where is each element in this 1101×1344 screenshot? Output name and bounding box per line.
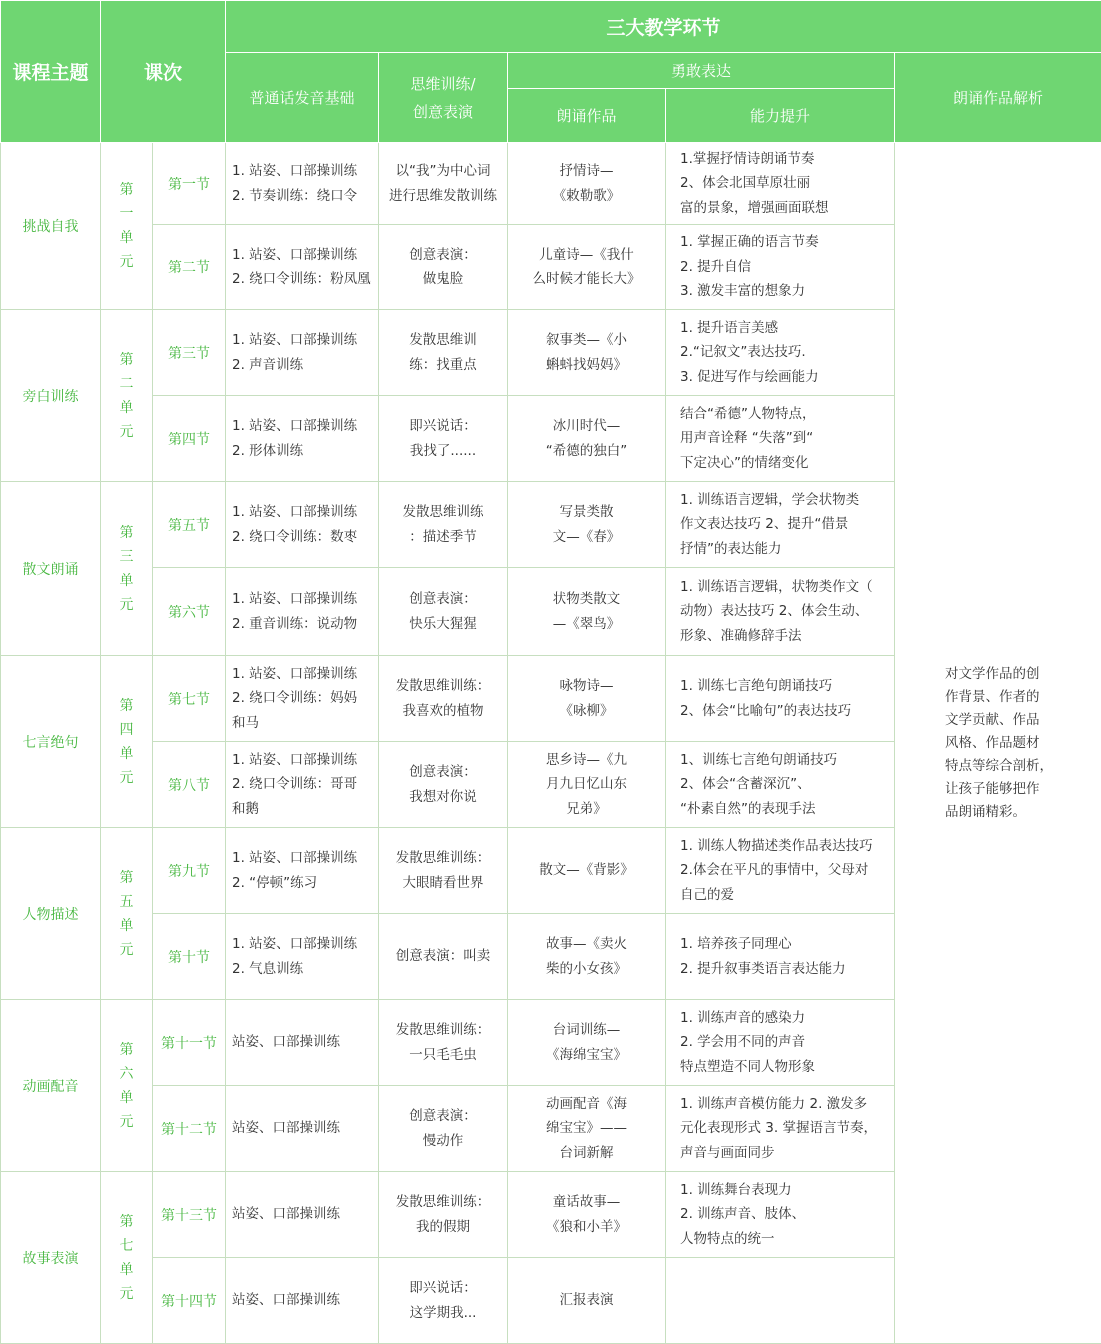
lesson-name: 第四节: [153, 396, 226, 482]
basic-training: 1. 站姿、口部操训练 2. 绕口令训练：数枣: [226, 482, 379, 568]
recitation-work: 故事—《卖火 柴的小女孩》: [508, 914, 666, 1000]
header-lesson: 课次: [101, 1, 226, 143]
basic-training: 1. 站姿、口部操训练 2. 声音训练: [226, 310, 379, 396]
lesson-name: 第三节: [153, 310, 226, 396]
thinking-training: 以“我”为中心词 进行思维发散训练: [379, 143, 508, 225]
header-works: 朗诵作品: [508, 89, 666, 143]
recitation-work: 汇报表演: [508, 1258, 666, 1344]
lesson-name: 第十四节: [153, 1258, 226, 1344]
lesson-name: 第九节: [153, 828, 226, 914]
recitation-work: 动画配音《海 绵宝宝》—— 台词新解: [508, 1086, 666, 1172]
thinking-training: 发散思维训练： 大眼睛看世界: [379, 828, 508, 914]
recitation-work: 儿童诗—《我什 么时候才能长大》: [508, 225, 666, 310]
ability-improvement: 1. 训练人物描述类作品表达技巧 2.体会在平凡的事情中，父母对 自己的爱: [666, 828, 895, 914]
ability-improvement: 1. 掌握正确的语言节奏 2. 提升自信 3. 激发丰富的想象力: [666, 225, 895, 310]
lesson-name: 第二节: [153, 225, 226, 310]
table-header: [1, 1, 1101, 143]
thinking-training: 即兴说话： 我找了......: [379, 396, 508, 482]
ability-improvement: 1. 提升语言美感 2.“记叙文”表达技巧. 3. 促进写作与绘画能力: [666, 310, 895, 396]
course-theme: 故事表演: [1, 1172, 101, 1344]
basic-training: 1. 站姿、口部操训练 2. 绕口令训练：哥哥 和鹅: [226, 742, 379, 828]
header-basic: 普通话发音基础: [226, 53, 379, 143]
unit-label: 第 三 单 元: [101, 482, 153, 656]
basic-training: 站姿、口部操训练: [226, 1258, 379, 1344]
lesson-name: 第十三节: [153, 1172, 226, 1258]
ability-improvement: 1、训练七言绝句朗诵技巧 2、体会“含蓄深沉”、 “朴素自然”的表现手法: [666, 742, 895, 828]
lesson-name: 第十一节: [153, 1000, 226, 1086]
ability-improvement: 结合“希德”人物特点， 用声音诠释 “失落”到“ 下定决心”的情绪变化: [666, 396, 895, 482]
header-thinking: 思维训练/ 创意表演: [379, 53, 508, 143]
lesson-name: 第五节: [153, 482, 226, 568]
course-theme: 旁白训练: [1, 310, 101, 482]
course-theme: 人物描述: [1, 828, 101, 1000]
thinking-training: 发散思维训练 ：描述季节: [379, 482, 508, 568]
ability-improvement: 1.掌握抒情诗朗诵节奏 2、体会北国草原壮丽 富的景象，增强画面联想: [666, 143, 895, 225]
lesson-name: 第一节: [153, 143, 226, 225]
thinking-training: 发散思维训练： 我的假期: [379, 1172, 508, 1258]
unit-label: 第 七 单 元: [101, 1172, 153, 1344]
recitation-work: 抒情诗— 《敕勒歌》: [508, 143, 666, 225]
recitation-work: 叙事类—《小 蝌蚪找妈妈》: [508, 310, 666, 396]
basic-training: 1. 站姿、口部操训练 2. 节奏训练：绕口令: [226, 143, 379, 225]
thinking-training: 创意表演： 我想对你说: [379, 742, 508, 828]
basic-training: 1. 站姿、口部操训练 2. 绕口令训练：粉凤凰: [226, 225, 379, 310]
thinking-training: 即兴说话： 这学期我...: [379, 1258, 508, 1344]
header-ability: 能力提升: [666, 89, 895, 143]
unit-label: 第 五 单 元: [101, 828, 153, 1000]
lesson-name: 第八节: [153, 742, 226, 828]
header-analysis: 朗诵作品解析: [895, 53, 1101, 143]
thinking-training: 发散思维训 练：找重点: [379, 310, 508, 396]
unit-label: 第 一 单 元: [101, 143, 153, 310]
basic-training: 站姿、口部操训练: [226, 1086, 379, 1172]
ability-improvement: 1. 训练声音模仿能力 2. 激发多 元化表现形式 3. 掌握语言节奏， 声音与画面同步: [666, 1086, 895, 1172]
lesson-name: 第十节: [153, 914, 226, 1000]
ability-improvement: 1. 培养孩子同理心 2. 提升叙事类语言表达能力: [666, 914, 895, 1000]
recitation-work: 思乡诗—《九 月九日忆山东 兄弟》: [508, 742, 666, 828]
analysis-text: 对文学作品的创 作背景、作者的 文学贡献、作品 风格、作品题材 特点等综合剖析， 让孩子能够把作 品朗诵精彩。: [895, 143, 1101, 1344]
recitation-work: 状物类散文 —《翠鸟》: [508, 568, 666, 656]
recitation-work: 散文—《背影》: [508, 828, 666, 914]
recitation-work: 童话故事— 《狼和小羊》: [508, 1172, 666, 1258]
recitation-work: 冰川时代— “希德的独白”: [508, 396, 666, 482]
lesson-name: 第七节: [153, 656, 226, 742]
thinking-training: 创意表演： 做鬼脸: [379, 225, 508, 310]
basic-training: 1. 站姿、口部操训练 2. 形体训练: [226, 396, 379, 482]
table-row: [1, 143, 1101, 225]
basic-training: 1. 站姿、口部操训练 2. 重音训练：说动物: [226, 568, 379, 656]
unit-label: 第 六 单 元: [101, 1000, 153, 1172]
lesson-name: 第十二节: [153, 1086, 226, 1172]
basic-training: 1. 站姿、口部操训练 2. 气息训练: [226, 914, 379, 1000]
basic-training: 站姿、口部操训练: [226, 1000, 379, 1086]
ability-improvement: 1. 训练声音的感染力 2. 学会用不同的声音 特点塑造不同人物形象: [666, 1000, 895, 1086]
thinking-training: 创意表演：叫卖: [379, 914, 508, 1000]
ability-improvement: 1. 训练语言逻辑，学会状物类 作文表达技巧 2、提升“借景 抒情”的表达能力: [666, 482, 895, 568]
table-body: [1, 143, 1101, 1344]
lesson-name: 第六节: [153, 568, 226, 656]
header-brave: 勇敢表达: [508, 53, 895, 89]
thinking-training: 创意表演： 快乐大猩猩: [379, 568, 508, 656]
course-theme: 动画配音: [1, 1000, 101, 1172]
thinking-training: 创意表演： 慢动作: [379, 1086, 508, 1172]
ability-improvement: 1. 训练语言逻辑，状物类作文（ 动物）表达技巧 2、体会生动、 形象、准确修辞手法: [666, 568, 895, 656]
course-theme: 挑战自我: [1, 143, 101, 310]
thinking-training: 发散思维训练： 一只毛毛虫: [379, 1000, 508, 1086]
basic-training: 1. 站姿、口部操训练 2. “停顿”练习: [226, 828, 379, 914]
thinking-training: 发散思维训练： 我喜欢的植物: [379, 656, 508, 742]
ability-improvement: [666, 1258, 895, 1344]
unit-label: 第 二 单 元: [101, 310, 153, 482]
basic-training: 1. 站姿、口部操训练 2. 绕口令训练：妈妈 和马: [226, 656, 379, 742]
header-section: 三大教学环节: [226, 1, 1101, 53]
recitation-work: 台词训练— 《海绵宝宝》: [508, 1000, 666, 1086]
ability-improvement: 1. 训练舞台表现力 2. 训练声音、肢体、 人物特点的统一: [666, 1172, 895, 1258]
ability-improvement: 1. 训练七言绝句朗诵技巧 2、体会“比喻句”的表达技巧: [666, 656, 895, 742]
recitation-work: 写景类散 文—《春》: [508, 482, 666, 568]
basic-training: 站姿、口部操训练: [226, 1172, 379, 1258]
recitation-work: 咏物诗— 《咏柳》: [508, 656, 666, 742]
course-theme: 散文朗诵: [1, 482, 101, 656]
header-theme: 课程主题: [1, 1, 101, 143]
course-theme: 七言绝句: [1, 656, 101, 828]
unit-label: 第 四 单 元: [101, 656, 153, 828]
